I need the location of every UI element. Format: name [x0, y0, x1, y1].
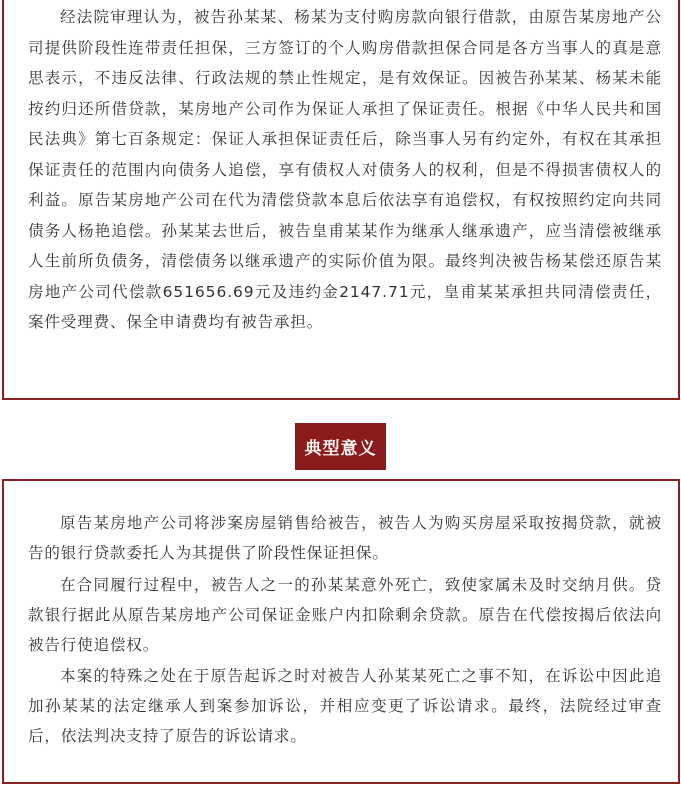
- significance-paragraph-1: 原告某房地产公司将涉案房屋销售给被告，被告人为购买房屋采取按揭贷款，就被告的银行贷款委托人为其提供了阶段性保证担保。: [28, 514, 662, 563]
- judgment-reasoning-box: [2, 0, 680, 400]
- section-title-badge: 典型意义: [295, 423, 386, 470]
- judgment-paragraph: 经法院审理认为，被告孙某某、杨某为支付购房款向银行借款，由原告某房地产公司提供阶段性连带责任担保，三方签订的个人购房借款担保合同是各方当事人的真是意思表示，不违反法律、行政法规的禁止性规定，是有效保证。因被告孙某某、杨某未能按约归还所借贷款，某房地产公司作为保证人承担了保证责任。根据《中华人民共和国民法典》第七百条规定：保证人承担保证责任后，除当事人另有约定外，有权在其承担保证责任的范围内向债务人追偿，享有债权人对债务人的权利，但是不得损害债权人的利益。原告某房地产公司在代为清偿贷款本息后依法享有追偿权，有权按照约定向共同债务人杨艳追偿。孙某某去世后，被告皇甫某某作为继承人继承遗产，应当清偿被继承人生前所负债务，清偿债务以继承遗产的实际价值为限。最终判决被告杨某偿还原告某房地产公司代偿款651656.69元及违约金2147.71元，皇甫某某承担共同清偿责任，案件受理费、保全申请费均有被告承担。: [28, 8, 662, 331]
- significance-paragraph-3: 本案的特殊之处在于原告起诉之时对被告人孙某某死亡之事不知，在诉讼中因此追加孙某某的法定继承人到案参加诉讼，并相应变更了诉讼请求。最终，法院经过审查后，依法判决支持了原告的诉讼请求。: [28, 667, 662, 746]
- significance-paragraph-2: 在合同履行过程中，被告人之一的孙某某意外死亡，致使家属未及时交纳月供。贷款银行据此从原告某房地产公司保证金账户内扣除剩余贷款。原告在代偿按揭后依法向被告行使追偿权。: [28, 576, 662, 655]
- significance-box: [2, 479, 680, 784]
